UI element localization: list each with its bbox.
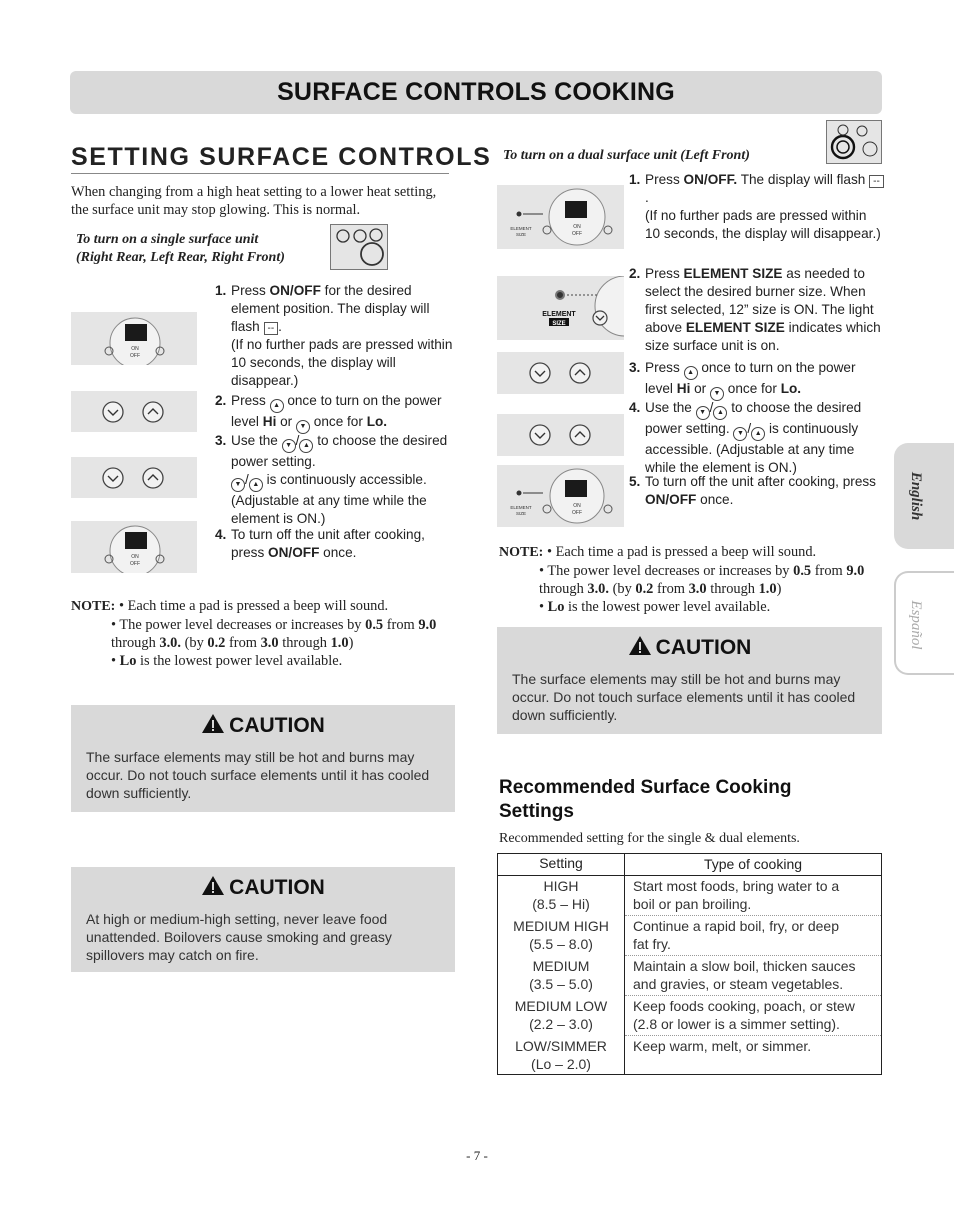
single-note: NOTE: • Each time a pad is pressed a beep will sound. • The power level decreases or increases by 0.5 from 9.0 through 3.0. (by 0.2 from 3.0 through 1.0) • Lo is the lowest power level available. (71, 598, 437, 669)
single-steps: 1. Press ON/OFF for the desired element position. The display will flash -- . (If no further pads are pressed within 10 seconds, the display will disappear.) 2. Press ▲ once to turn on the power level Hi or ▼ once for Lo. 3. Use the ▼ / ▲ to choose the desired power setting. ▼ / ▲ is continuously accessible. (Adjustable at any time while the element is ON.) 4. To turn off the unit after cooking, press ON/OFF once. (215, 283, 453, 560)
element-label: ELEMENT (510, 226, 532, 231)
setting-cell (498, 877, 624, 913)
warning-icon (201, 713, 225, 734)
up-arrow-icon: ▲ (249, 478, 263, 492)
cooking-type-line: Maintain a slow boil, thicken sauces (633, 958, 856, 974)
caution-title: CAUTION (229, 876, 325, 899)
up-arrow-icon: ▲ (684, 366, 698, 380)
down-arrow-icon: ▼ (282, 439, 296, 453)
warning-icon (201, 875, 225, 896)
element-size-graphic (497, 276, 624, 340)
up-arrow-icon: ▲ (270, 399, 284, 413)
cooking-type-line: (2.8 or lower is a simmer setting). (633, 1016, 840, 1032)
dual-panel-element-size (497, 276, 624, 340)
arrow-pads-graphic (497, 414, 624, 456)
size-label: SIZE (515, 511, 527, 516)
cooking-type-line: Continue a rapid boil, fry, or deep (633, 918, 839, 934)
table-header-type: Type of cooking (703, 856, 803, 872)
cooking-type-cell (633, 877, 881, 913)
caution-title: CAUTION (655, 636, 752, 659)
control-panel-display (71, 312, 197, 365)
page-number: - 7 - (466, 1148, 488, 1163)
up-arrow-icon: ▲ (751, 427, 765, 441)
setting-range: (Lo – 2.0) (531, 1056, 591, 1072)
caution-box-3 (497, 627, 882, 734)
cooktop-single-icon (330, 224, 388, 270)
cooking-type-cell (633, 1037, 881, 1055)
setting-range: (2.2 – 3.0) (529, 1016, 593, 1032)
caution-text: The surface elements may still be hot and burns may occur. Do not touch surface elements until it has cooled down sufficiently. (512, 671, 856, 723)
dual-steps: 1. Press ON/OFF. The display will flash --. (If no further pads are pressed within 10 seconds, the display will disappear.) 2. Press ELEMENT SIZE as needed to select the desired burner size. When first selected, 12” size is ON. The light above ELEMENT SIZE indicates which size surface unit is on. 3. Press ▲ once to turn on the power level Hi or ▼ once for Lo. 4. Use the ▼ / ▲ to choose the desired power setting. ▼ / ▲ is continuously accessible. (Adjustable at any time while the element is ON.) 5. To turn off the unit after cooking, press ON/OFF once. (629, 171, 884, 516)
dual-panel-display-2 (497, 465, 624, 527)
dual-unit-heading: To turn on a dual surface unit (Left Front) (503, 148, 750, 163)
size-label: SIZE (552, 321, 566, 327)
cooking-type-cell (633, 917, 881, 953)
table-header-setting: Setting (539, 855, 583, 871)
up-arrow-icon: ▲ (299, 439, 313, 453)
single-unit-heading: To turn on a single surface unit (Right Rear, Left Rear, Right Front) (76, 232, 285, 265)
recommended-table (497, 853, 882, 1075)
page-title: SURFACE CONTROLS COOKING (277, 78, 675, 106)
element-label: ELEMENT (542, 311, 576, 318)
off-label: OFF (572, 510, 582, 516)
cooking-type-line: Keep warm, melt, or simmer. (633, 1038, 812, 1054)
dual-panel-graphic (497, 465, 624, 527)
arrow-pads-graphic (497, 352, 624, 394)
dual-panel-arrows-2 (497, 414, 624, 456)
down-arrow-icon: ▼ (710, 387, 724, 401)
cooking-type-cell (633, 957, 881, 993)
caution-box-2 (71, 867, 455, 972)
table-row (498, 956, 881, 996)
dual-panel-graphic (497, 185, 624, 249)
arrow-pads-graphic (71, 391, 197, 432)
tab-english[interactable]: English (894, 443, 954, 549)
setting-name: MEDIUM (532, 958, 590, 974)
cooking-type-line: boil or pan broiling. (633, 896, 752, 912)
off-label: OFF (130, 353, 140, 359)
tab-espanol[interactable]: Español (894, 571, 954, 675)
setting-cell (498, 1037, 624, 1073)
caution-text: The surface elements may still be hot and burns may occur. Do not touch surface elements until it has cooled down sufficiently. (86, 749, 430, 801)
setting-name: MEDIUM LOW (514, 998, 608, 1014)
down-arrow-icon: ▼ (696, 406, 710, 420)
table-row (498, 876, 881, 916)
control-panel-display-2 (71, 521, 197, 573)
setting-cell (498, 917, 624, 953)
control-panel-arrows-2 (71, 457, 197, 498)
on-label: ON (131, 554, 139, 560)
cooking-type-line: and gravies, or steam vegetables. (633, 976, 844, 992)
table-row (498, 1036, 881, 1076)
display-dash-icon: -- (869, 175, 884, 188)
setting-name: HIGH (543, 878, 579, 894)
setting-cell (498, 957, 624, 993)
on-label: ON (573, 503, 581, 509)
recommended-subtitle: Recommended setting for the single & dual elements. (499, 831, 800, 846)
on-label: ON (131, 346, 139, 352)
panel-display-graphic (71, 521, 197, 573)
down-arrow-icon: ▼ (296, 420, 310, 434)
section-divider (71, 173, 449, 174)
table-row (498, 916, 881, 956)
element-label: ELEMENT (510, 505, 532, 510)
dual-panel-display (497, 185, 624, 249)
control-panel-arrows (71, 391, 197, 432)
panel-display-graphic (71, 312, 197, 365)
setting-cell (498, 997, 624, 1033)
setting-range: (5.5 – 8.0) (529, 936, 593, 952)
off-label: OFF (130, 561, 140, 567)
caution-text: At high or medium-high setting, never leave food unattended. Boilovers cause smoking and greasy spillovers may catch on fire. (86, 911, 392, 963)
intro-text: When changing from a high heat setting to a lower heat setting, the surface unit may stop glowing. This is normal. (71, 184, 437, 218)
setting-name: LOW/SIMMER (515, 1038, 607, 1054)
dual-panel-arrows (497, 352, 624, 394)
size-label: SIZE (515, 232, 527, 237)
down-arrow-icon: ▼ (733, 427, 747, 441)
display-dash-icon: -- (264, 322, 279, 335)
setting-name: MEDIUM HIGH (513, 918, 609, 934)
caution-box-1 (71, 705, 455, 812)
cooking-type-line: Keep foods cooking, poach, or stew (633, 998, 855, 1014)
section-title: SETTING SURFACE CONTROLS (71, 143, 492, 171)
cooktop-dual-icon (826, 120, 882, 164)
down-arrow-icon: ▼ (231, 478, 245, 492)
table-row (498, 996, 881, 1036)
dual-note: NOTE: • Each time a pad is pressed a beep will sound. • The power level decreases or increases by 0.5 from 9.0 through 3.0. (by 0.2 from 3.0 through 1.0) • Lo is the lowest power level available. (499, 544, 865, 615)
cooking-type-line: Start most foods, bring water to a (633, 878, 840, 894)
setting-range: (8.5 – Hi) (532, 896, 590, 912)
caution-title: CAUTION (229, 714, 325, 737)
setting-range: (3.5 – 5.0) (529, 976, 593, 992)
up-arrow-icon: ▲ (713, 406, 727, 420)
recommended-title: Recommended Surface Cooking Settings (499, 777, 792, 822)
on-label: ON (573, 224, 581, 230)
cooking-type-line: fat fry. (633, 936, 671, 952)
arrow-pads-graphic (71, 457, 197, 498)
cooking-type-cell (633, 997, 881, 1033)
off-label: OFF (572, 231, 582, 237)
warning-icon (628, 635, 652, 656)
